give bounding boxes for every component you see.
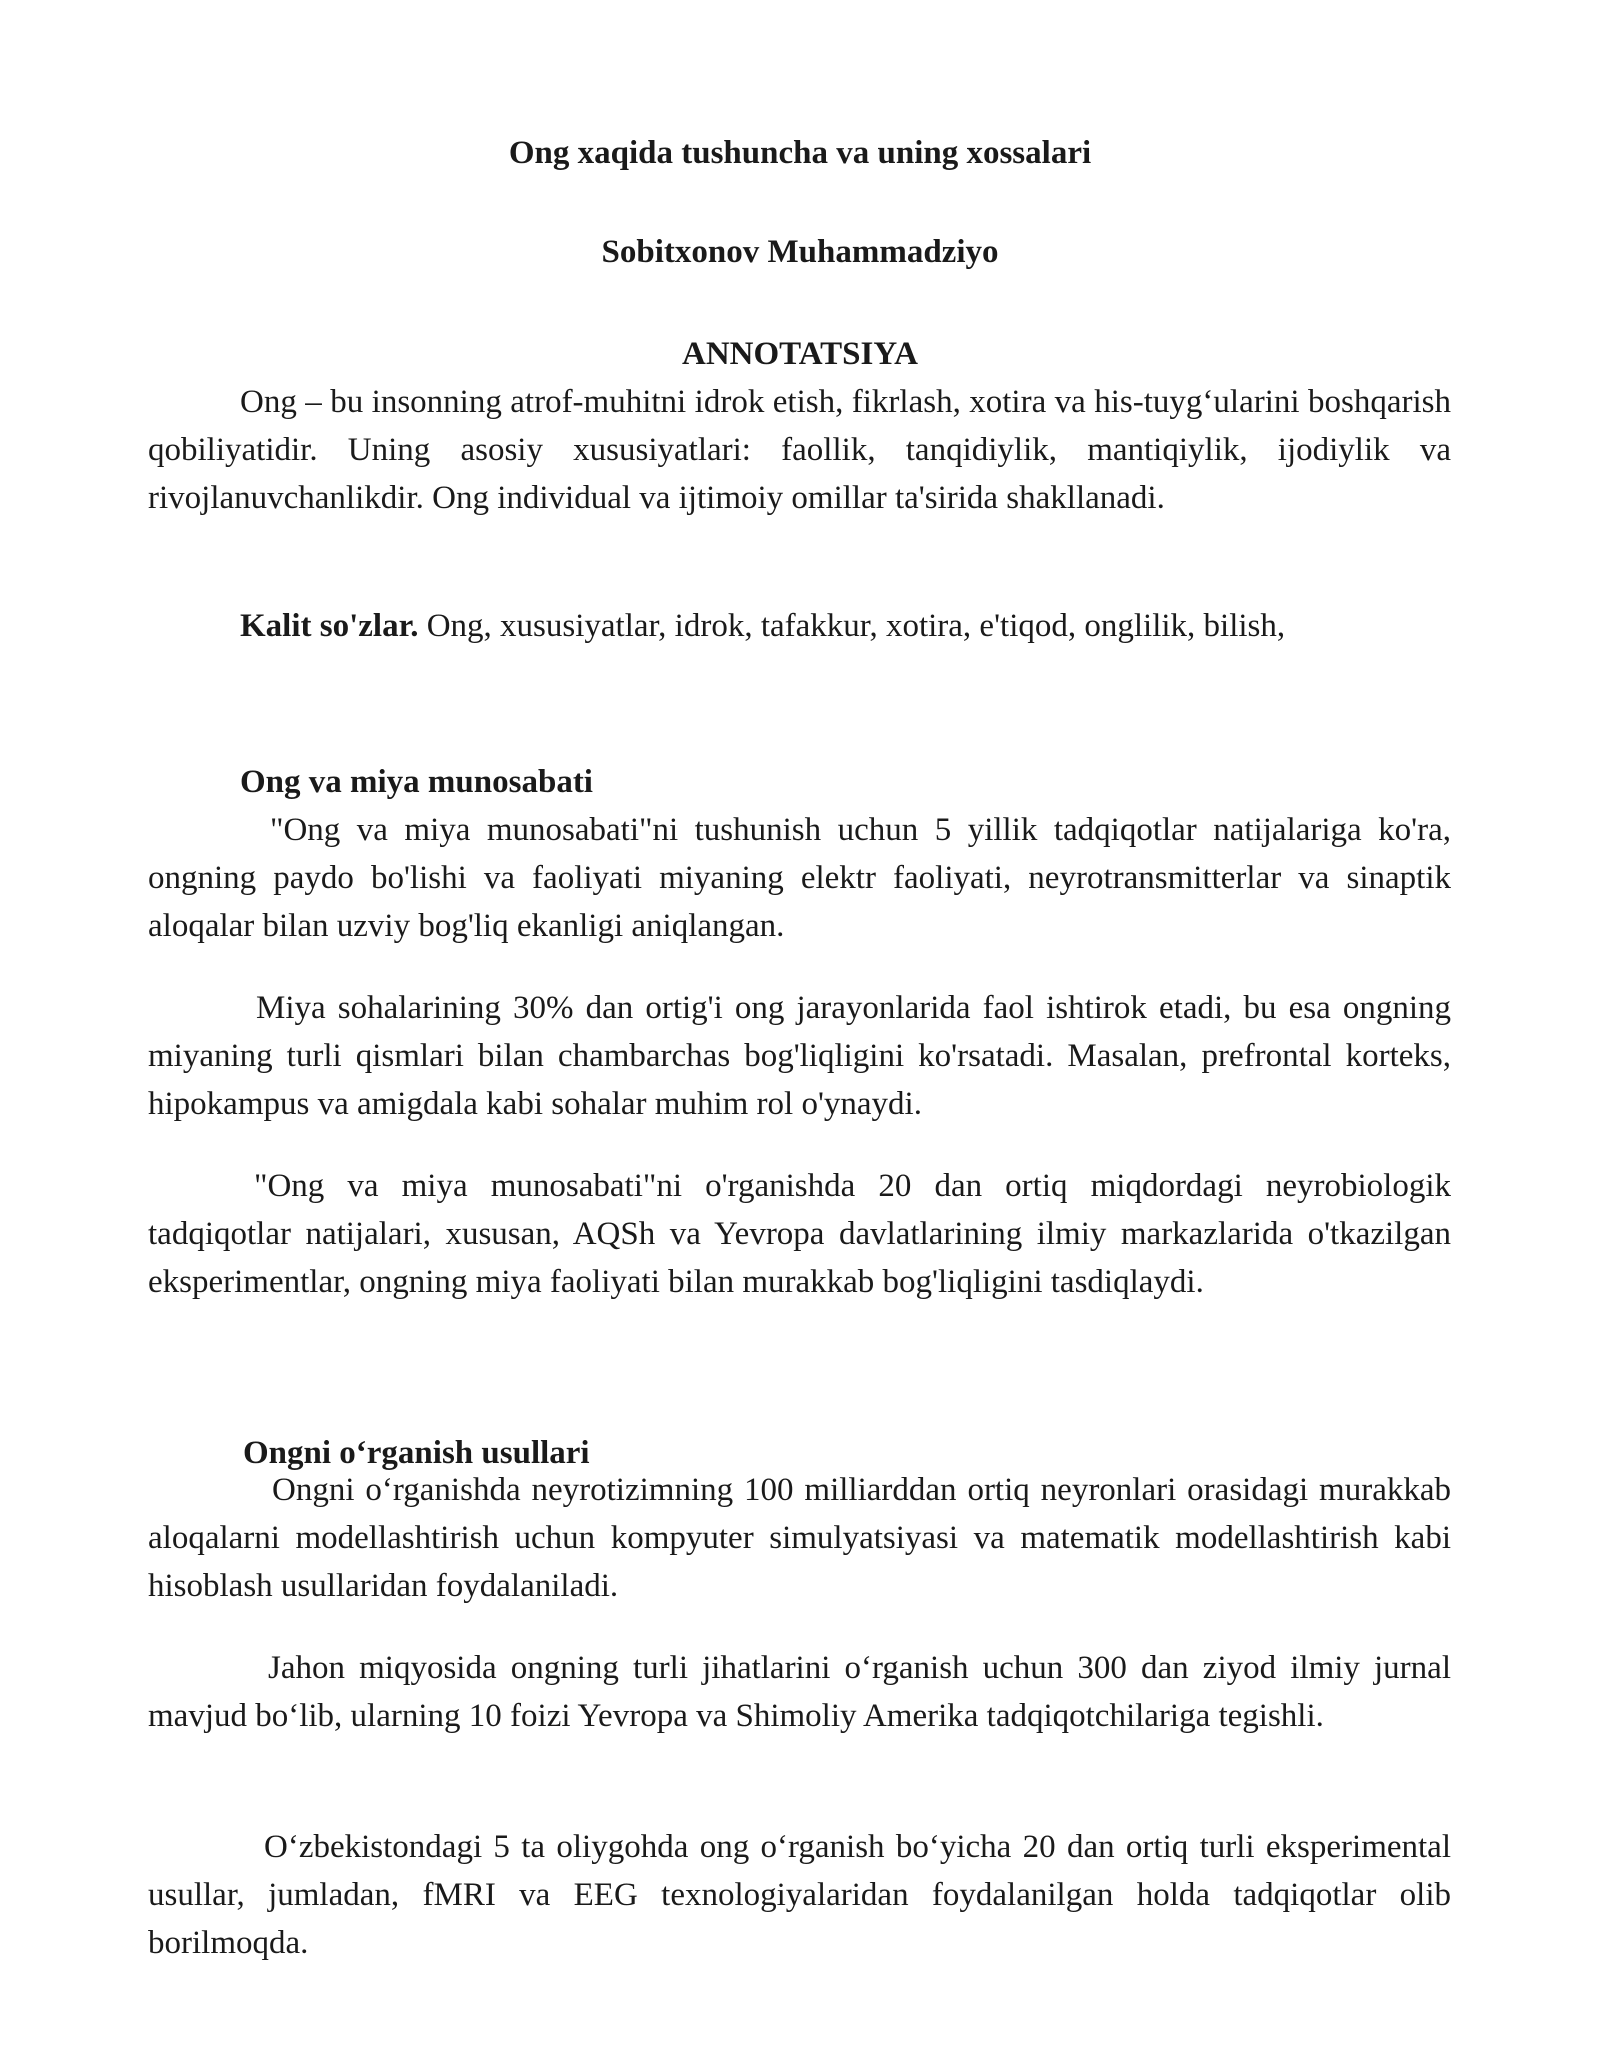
keywords-paragraph xyxy=(148,602,1451,650)
section-heading-methods: Ongni o‘rganish usullari xyxy=(243,1435,590,1471)
keywords-list: Ong, xususiyatlar, idrok, tafakkur, xotira, e'tiqod, onglilik, bilish, xyxy=(418,608,1286,644)
section-paragraph: "Ong va miya munosabati"ni tushunish uchun 5 yillik tadqiqotlar natijalariga ko'ra, ongning paydo bo'lishi va faoliyati miyaning elektr faoliyati, neyrotransmitterlar va sinaptik aloqalar bilan uzviy bog'liq ekanligi aniqlangan. xyxy=(148,812,1451,944)
section-heading-brain: Ong va miya munosabati xyxy=(240,764,593,800)
document-title: Ong xaqida tushuncha va uning xossalari xyxy=(508,135,1092,171)
annotation-paragraph: Ong – bu insonning atrof-muhitni idrok etish, fikrlash, xotira va his-tuyg‘ularini boshqarish qobiliyatidir. Uning asosiy xususiyatlari: faollik, tanqidiylik, mantiqiylik, ijodiylik va rivojlanuvchanlikdir. Ong individual va ijtimoiy omillar ta'sirida shakllanadi. xyxy=(148,384,1451,516)
section-paragraph: Ongni o‘rganishda neyrotizimning 100 milliarddan ortiq neyronlari orasidagi murakkab aloqalarni modellashtirish uchun kompyuter simulyatsiyasi va matematik modellashtirish kabi hisoblash usullaridan foydalaniladi. xyxy=(148,1472,1451,1604)
annotation-heading: ANNOTATSIYA xyxy=(682,336,918,372)
section-paragraph: "Ong va miya munosabati"ni o'rganishda 20 dan ortiq miqdordagi neyrobiologik tadqiqotlar natijalari, xususan, AQSh va Yevropa davlatlarining ilmiy markazlarida o'tkazilgan eksperimentlar, ongning miya faoliyati bilan murakkab bog'liqligini tasdiqlaydi. xyxy=(148,1168,1451,1300)
keywords-label: Kalit so'zlar. xyxy=(240,608,419,644)
author-name: Sobitxonov Muhammadziyo xyxy=(601,234,999,270)
section-paragraph: O‘zbekistondagi 5 ta oliygohda ong o‘rganish bo‘yicha 20 dan ortiq turli eksperimental usullar, jumladan, fMRI va EEG texnologiyalaridan foydalanilgan holda tadqiqotlar olib borilmoqda. xyxy=(148,1829,1451,1961)
section-paragraph: Miya sohalarining 30% dan ortig'i ong jarayonlarida faol ishtirok etadi, bu esa ongning miyaning turli qismlari bilan chambarchas bog'liqligini ko'rsatadi. Masalan, prefrontal korteks, hipokampus va amigdala kabi sohalar muhim rol o'ynaydi. xyxy=(148,990,1451,1122)
section-paragraph: Jahon miqyosida ongning turli jihatlarini o‘rganish uchun 300 dan ziyod ilmiy jurnal mavjud bo‘lib, ularning 10 foizi Yevropa va Shimoliy Amerika tadqiqotchilariga tegishli. xyxy=(148,1650,1451,1734)
